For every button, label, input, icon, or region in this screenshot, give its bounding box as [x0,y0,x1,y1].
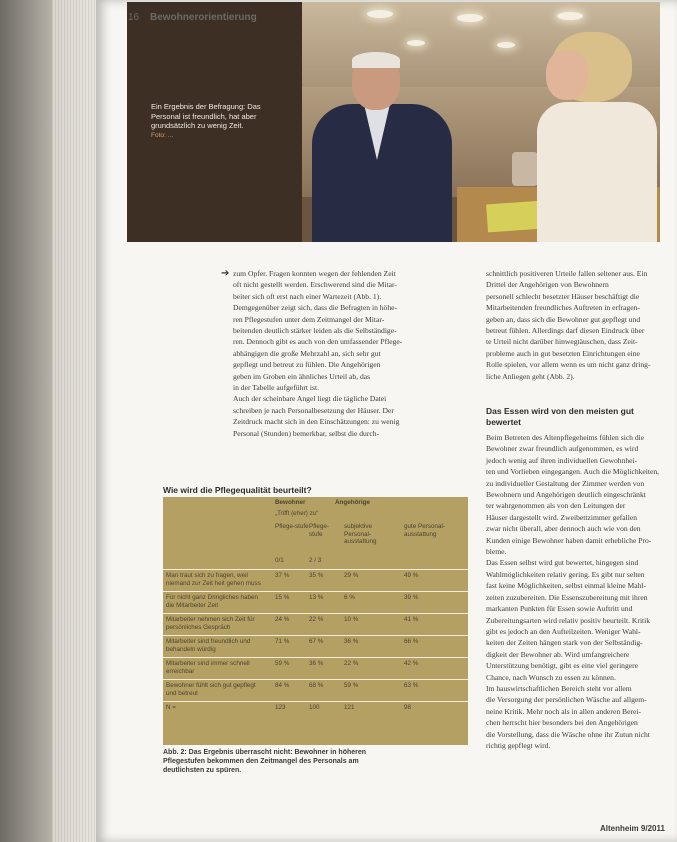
section-heading: Das Essen wird von den meisten gut bewertet [486,406,634,427]
row-label: Für nicht ganz Dringliches haben die Mitarbeiter Zeit [166,594,259,609]
text-line: fast keine Möglichkeiten, selbst einmal kleine Mahl- [486,581,647,591]
article-column-2 [486,268,661,382]
text-line: beitenden deutlich stärker leiden als die Selbständige- [233,326,397,336]
table-cell: 98 [404,704,412,711]
text-line: ter wahrgenommen als von den Leitungen der [486,501,626,511]
text-line: ren Pflegestufen unter dem Zeitmangel der Mitar- [233,314,385,324]
text-line: Beim Betreten des Altenpflegeheims fühlen sich die [486,433,645,442]
table-cell: 39 % [404,594,419,601]
table-row [163,657,468,680]
table-row [163,635,468,658]
text-line: personell schlecht besetzter Häuser beschäftigt die [486,291,640,301]
table-cell: 121 [344,704,355,711]
text-line: Zeitdruck macht sich in den Einschätzungen: zu wenig [233,417,400,427]
photo-credit: Foto: ... [151,131,174,139]
table-cell: 15 % [275,594,290,601]
table-cell: 36 % [344,638,359,645]
text-line: bleme. [486,547,507,557]
text-line: Bewohnern und Angehörigen deutlich eingeschränkt [486,490,646,500]
text-line: die Vorstellung, dass die Wäsche ohne ihr Zutun nicht [486,729,650,739]
text-line: schreiben je nach Personalbesetzung der Häuser. Der [233,405,394,415]
table-row [163,613,468,636]
text-line: gepflegt und betreut zu fühlen. Die Angehörigen [233,360,381,370]
text-line: Das Essen selbst wird gut bewertet, hingegen sind [486,558,639,568]
text-line: zu individueller Gestaltung der Zimmer werden von [486,478,645,488]
table-cell: 123 [275,704,286,711]
section-title: Bewohnerorientierung [150,12,257,23]
table-caption: Abb. 2: Das Ergebnis überrascht nicht: Bewohner in höheren Pflegestufen bekommen den Zeitmangel des Personals am deutlichsten zu spüren. [163,749,367,774]
elderly-man-figure [302,52,452,242]
row-label: Mitarbeiter sind immer schnell erreichbar [166,660,250,675]
table-cell: 42 % [404,660,419,667]
header-col-3: subjektive Personal-ausstattung [344,523,377,546]
continuation-arrow-icon: ➔ [221,268,230,279]
table-cell: 63 % [404,682,419,689]
table-cell: 84 % [275,682,290,689]
row-label: Mitarbeiter nehmen sich Zeit für persönliches Gespräch [166,616,255,631]
text-line: Demgegenüber zeigt sich, dass die Befragten in höhe- [233,303,398,313]
text-line: Auch der scheinbare Angel liegt die tägliche Datei [233,394,387,404]
caregiver-figure [542,32,660,242]
text-line: Zubereitungsarten wird relativ positiv beurteilt. Kritik [486,615,651,625]
text-line: neine Kritik. Mehr noch als in allen anderen Berei- [486,706,641,716]
text-line: Personal (Stunden) bemerkbar, selbst die durch- [233,428,380,438]
text-line: schnittlich positiveren Urteile fallen seltener aus. Ein [486,269,648,278]
text-line: jedoch wenig auf ihren individuellen Gewohnhei- [486,455,638,465]
table-cell: 10 % [344,616,359,623]
table-cell: 59 % [344,682,359,689]
text-line: geben im Groben ein ähnliches Urteil ab, das [233,371,371,381]
quality-table [163,497,468,745]
header-angehoerige: Angehörige [335,499,370,506]
subheader-col-1: 0/1 [275,557,284,564]
table-cell: 68 % [309,682,324,689]
table-cell: 71 % [275,638,290,645]
text-line: digkeit der Bewohner ab. Wird umfangreichere [486,649,630,659]
text-line: richtig gepflegt wird. [486,740,551,750]
article-column-2-continued [486,432,661,751]
text-line: liche Anliegen geht (Abb. 2). [486,371,575,381]
table-cell: 67 % [309,638,324,645]
table-cell: 6 % [344,594,355,601]
text-line: Drittel der Angehörigen von Bewohnern [486,280,609,290]
text-line: oft nicht gestellt werden. Erschwerend sind die Mitar- [233,280,397,290]
text-line: beiter sich oft erst nach einer Wartezeit (Abb. 1). [233,291,382,301]
book-page-edges [0,0,96,842]
table-row [163,701,468,718]
text-line: zwar nicht überall, aber dennoch auch wie von den [486,524,641,534]
table-cell: 35 % [309,572,324,579]
text-line: abhängigen die große Mehrzahl an, sich sehr gut [233,348,381,358]
row-label: Man traut sich zu fragen, weil niemand zur Zeit heit gehen muss [166,572,261,587]
text-line: Im hauswirtschaftlichen Bereich steht vor allem [486,683,632,693]
row-label: Mitarbeiter sind freundlich und behandeln würdig [166,638,251,653]
photo-caption-text: Ein Ergebnis der Befragung: Das Personal ist freundlich, hat aber grundsätzlich zu wenig Zeit. [151,102,261,130]
table-cell: 66 % [404,638,419,645]
row-label: N = [166,704,176,711]
text-line: Bewohner zwar freundlich aufgenommen, es wird [486,444,639,454]
table-cell: 22 % [309,616,324,623]
table-cell: 29 % [344,572,359,579]
table-title: Wie wird die Pflegequalität beurteilt? [163,485,312,495]
table-cell: 41 % [404,616,419,623]
text-line: Rolle spielen, vor allem wenn es um nicht ganz dring- [486,360,651,370]
text-line: Mitarbeitenden freundliches Auftreten in erfragen- [486,303,640,313]
text-line: Unterstützung benötigt, gibt es eine viel geringere [486,661,639,671]
header-col-2: Pflege-stufe [309,523,329,538]
text-line: ren. Dennoch gibt es auch von den umfassender Pflege- [233,337,403,347]
header-subgroup: „Trifft (eher) zu“ [275,510,319,517]
table-row [163,569,468,592]
table-cell: 59 % [275,660,290,667]
text-line: geben an, dass sich die Bewohner gut gepflegt und [486,314,641,324]
text-line: Kunden einige Bewohner haben damit erhebliche Pro- [486,535,652,545]
text-line: Wahlmöglichkeiten relativ gering. Es gibt nur selten [486,569,645,579]
table-row [163,679,468,702]
page-number: 16 [128,12,140,23]
row-label: Bewohner fühlt sich gut gepflegt und betreut [166,682,256,697]
text-line: markanten Punkten für Essen sowie Auftritt und [486,604,633,614]
text-line: gibt es jedoch an den Aufteilzeiten. Weniger Wahl- [486,626,641,636]
table-cell: 37 % [275,572,290,579]
text-line: die Versorgung der persönlichen Wäsche auf allgem- [486,695,647,705]
text-line: in der Tabelle aufgeführt ist. [233,383,319,393]
header-col-4: gute Personal-ausstattung [404,523,445,538]
table-cell: 22 % [344,660,359,667]
table-cell: 36 % [309,660,324,667]
table-cell: 49 % [404,572,419,579]
text-line: zum Opfer. Fragen konnten wegen der fehlenden Zeit [233,269,396,278]
header-col-1: Pflege-stufe [275,523,309,530]
table-cell: 24 % [275,616,290,623]
table-cell: 100 [309,704,320,711]
table-row [163,591,468,614]
text-line: te Urteil nicht darüber hinwegtäuschen, dass Zeit- [486,337,638,347]
text-line: probleme auch in gut besetzten Einrichtungen eine [486,348,640,358]
page-footer: Altenheim 9/2011 [600,824,665,833]
subheader-col-2: 2 / 3 [309,557,322,564]
text-line: zeiten zuzubereiten. Die Essenszubereitung mit ihren [486,592,648,602]
text-line: keiten der Zeiten hängen stark von der Selbständig- [486,638,643,648]
text-line: Häuser dargestellt wird. Zweibettzimmer gefallen [486,512,638,522]
text-line: chen herrscht hier besonders bei den Angehörigen [486,718,638,728]
article-column-1 [233,268,471,439]
text-line: Chance, nach Wunsch zu essen zu können. [486,672,616,682]
header-bewohner: Bewohner [275,499,306,506]
text-line: betreut fühlen. Allerdings darf diesen Eindruck über [486,326,645,336]
photo-caption [151,102,271,140]
text-line: ten und Vorlieben eingegangen. Auch die Möglichkeiten, [486,467,660,477]
table-cell: 13 % [309,594,324,601]
